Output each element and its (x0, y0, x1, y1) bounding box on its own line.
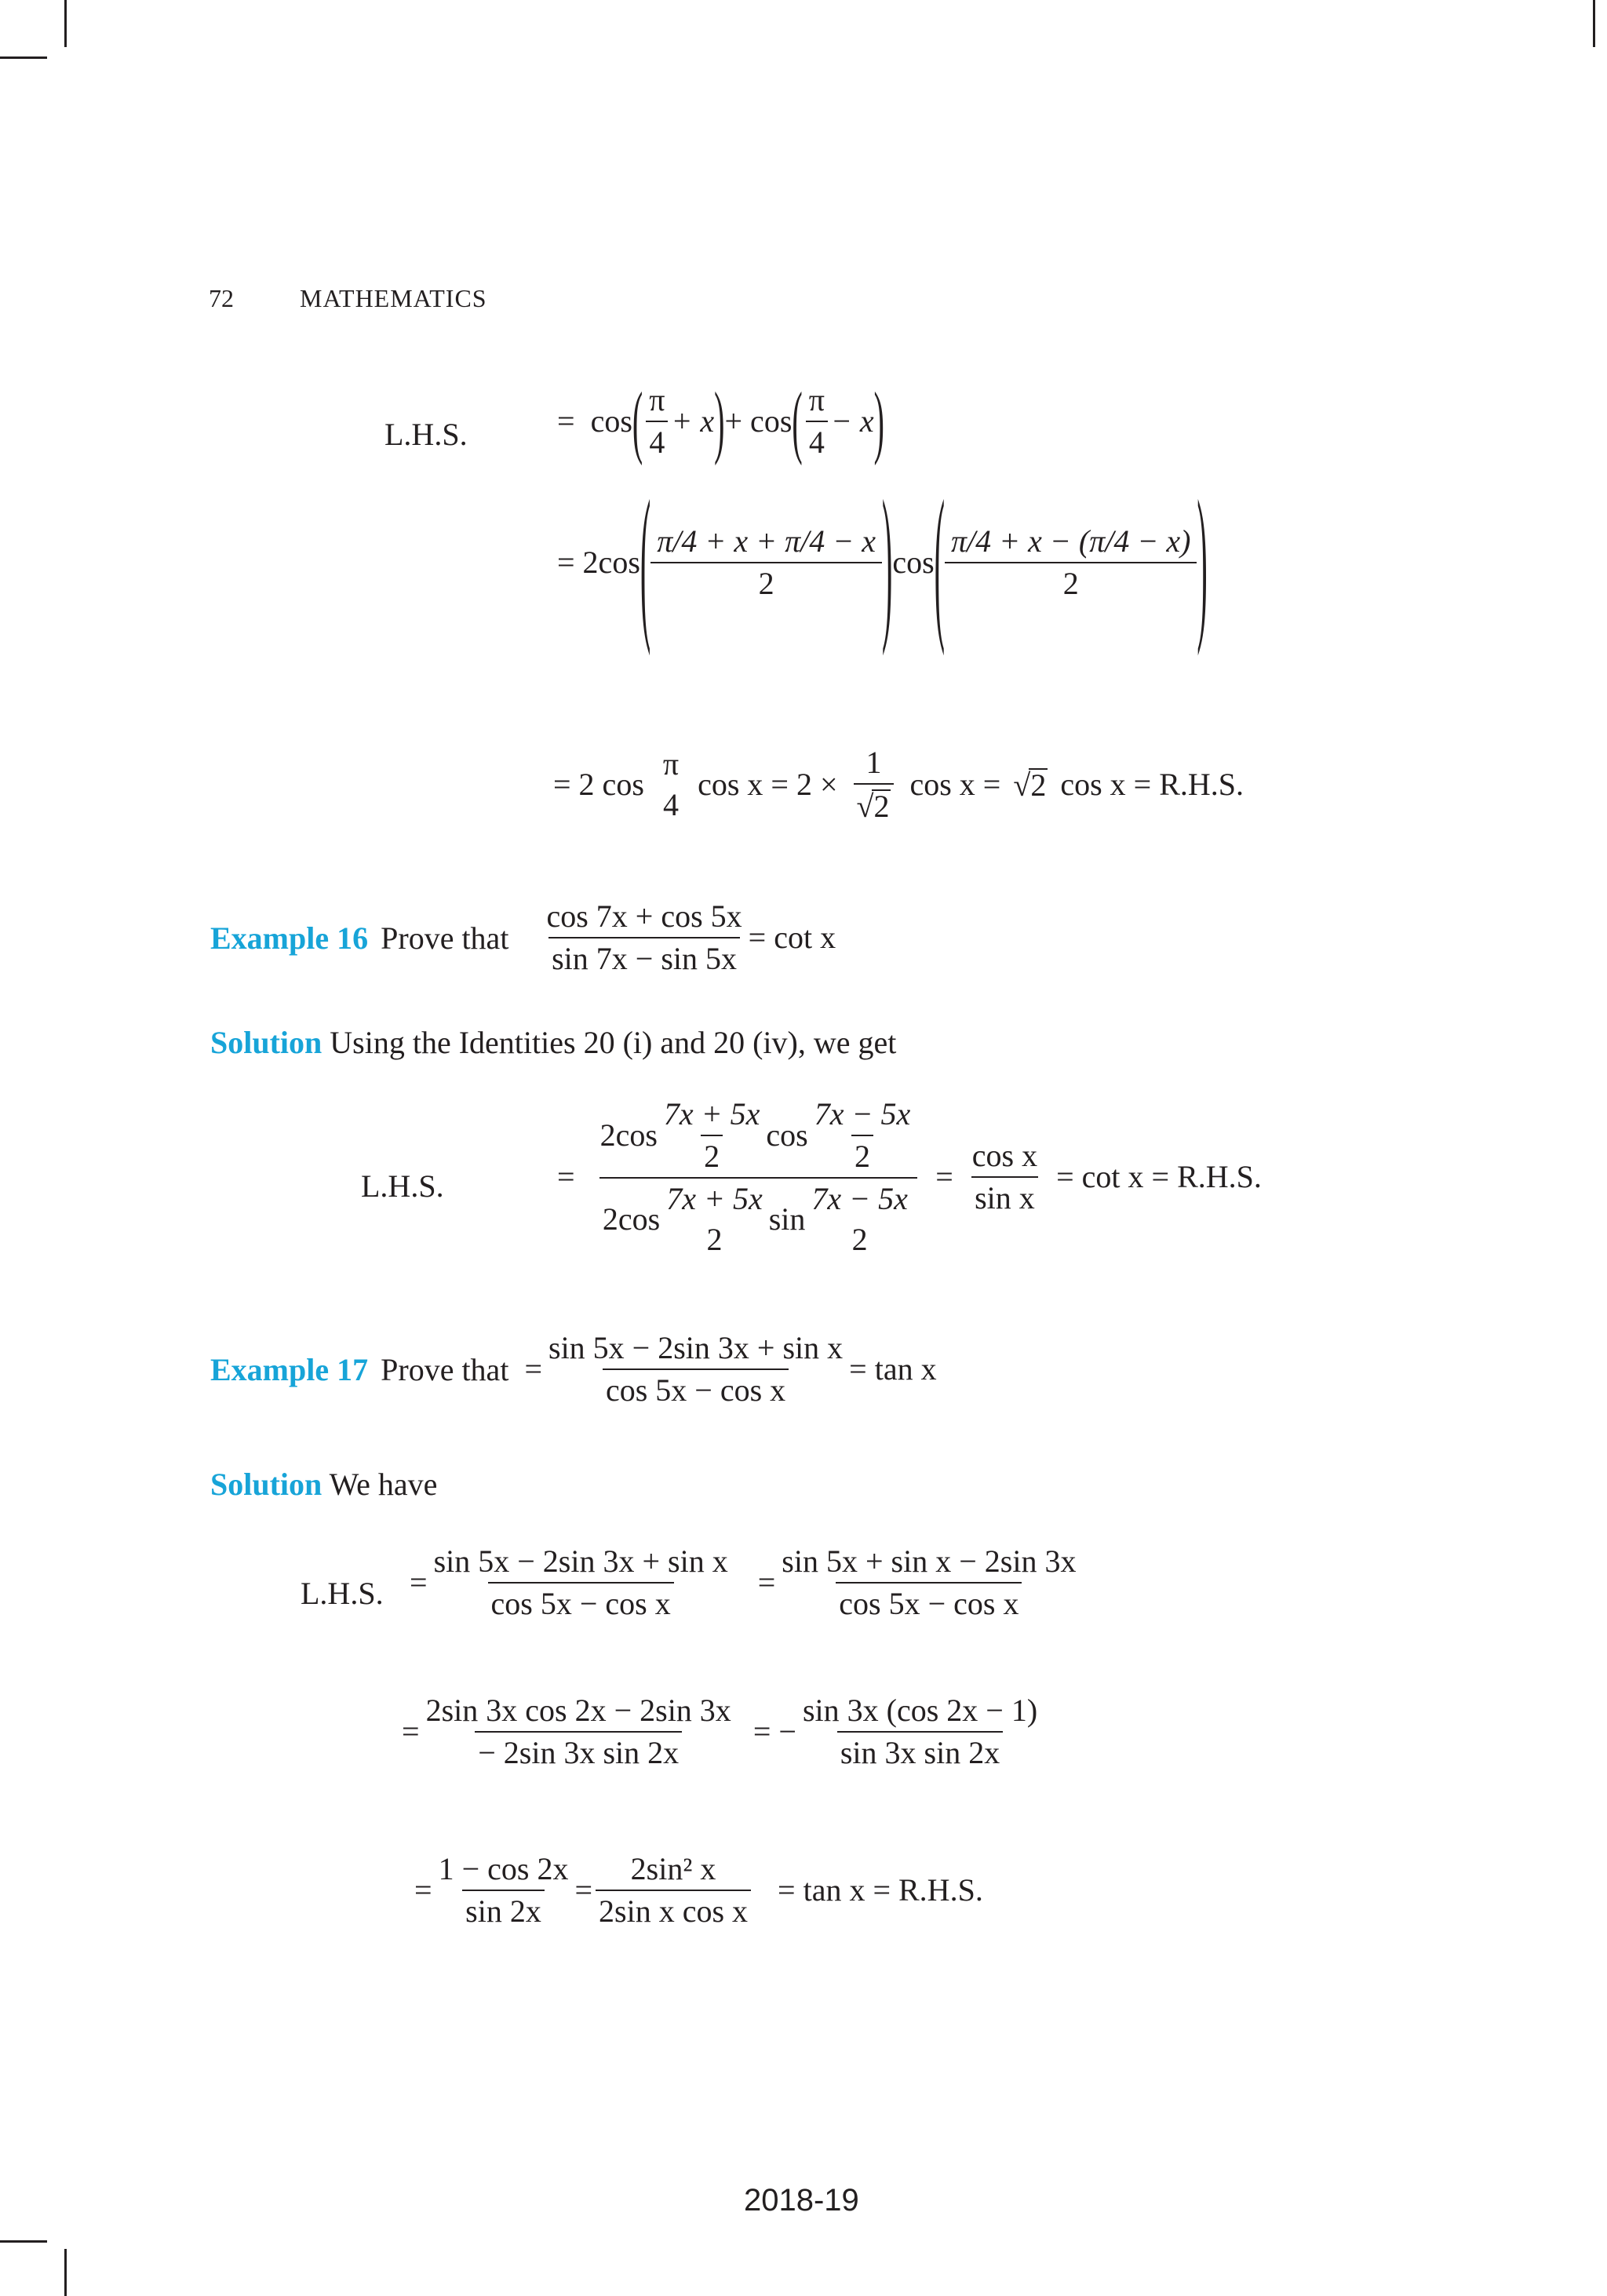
equals: = (524, 1351, 542, 1387)
fraction (661, 1096, 763, 1174)
fraction (646, 384, 668, 458)
coef: 2cos (599, 1117, 658, 1153)
left-paren: ( (632, 374, 643, 467)
equals: = (410, 1565, 428, 1600)
denominator: sin 7x − sin 5x (548, 937, 740, 975)
fraction (423, 1695, 734, 1769)
solution17-step1 (410, 1543, 1082, 1621)
solution16-line (210, 1024, 896, 1061)
fraction (948, 523, 1193, 601)
cos-text: cos (892, 545, 935, 580)
coef: 2cos (602, 1201, 661, 1237)
solution-label: Solution (210, 1025, 322, 1060)
numerator: cos 7x + cos 5x (546, 898, 742, 934)
equals: = (757, 1565, 776, 1600)
lhs-label-2: L.H.S. (361, 1168, 444, 1204)
fraction (435, 1853, 572, 1927)
left-paren: ( (640, 463, 651, 658)
pi: π (662, 746, 680, 782)
fraction (778, 1543, 1079, 1621)
left-paren: ( (792, 374, 803, 467)
pi: π (808, 382, 825, 417)
numerator: 2sin 3x cos 2x − 2sin 3x (425, 1693, 731, 1728)
equals: = (574, 1872, 593, 1908)
right-paren: ) (873, 374, 884, 467)
lhs-label-1: L.H.S. (384, 417, 468, 452)
sqrt-sign: √2 (1013, 767, 1047, 803)
page-number: 72 (209, 284, 234, 312)
example-label: Example 17 (210, 1351, 369, 1387)
prev-line3 (553, 747, 1244, 822)
solution-text: We have (329, 1467, 438, 1502)
right-paren: ) (882, 463, 893, 658)
prev-line1 (557, 374, 884, 467)
denominator: 2 (851, 1222, 868, 1257)
big-num (597, 1096, 920, 1177)
fraction (660, 746, 682, 822)
fraction (663, 1183, 766, 1256)
numerator: sin 5x − 2sin 3x + sin x (548, 1330, 844, 1365)
prev-line2 (557, 463, 1208, 658)
equals: = (935, 1159, 953, 1194)
rhs: = cot x (748, 920, 836, 955)
solution-label: Solution (210, 1467, 322, 1502)
sin-text: sin (768, 1201, 806, 1237)
fraction (800, 1695, 1040, 1769)
crop-mark-bottom-left-h (0, 2240, 47, 2243)
prompt: Prove that (381, 920, 509, 956)
crop-mark-top-left-h (0, 56, 47, 59)
denominator: cos 5x − cos x (488, 1582, 674, 1620)
text-c: cos x = (909, 767, 1001, 802)
denominator: 2 (851, 1135, 873, 1172)
fraction (654, 523, 879, 601)
numerator: π/4 + x − (π/4 − x) (951, 523, 1191, 559)
numerator: 7x − 5x (811, 1181, 908, 1216)
two-cos: = 2cos (557, 545, 640, 580)
fraction (431, 1543, 731, 1621)
denominator: − 2sin 3x sin 2x (475, 1731, 682, 1769)
right-paren: ) (714, 374, 725, 467)
running-title: MATHEMATICS (300, 284, 487, 312)
four: 4 (646, 421, 668, 458)
cos-text: cos (590, 403, 632, 439)
numerator: 7x − 5x (814, 1096, 911, 1132)
plus-x: + x (671, 403, 715, 439)
denominator: sin x (971, 1176, 1038, 1214)
numerator: cos x (971, 1138, 1038, 1173)
equals: = (557, 1159, 575, 1194)
tail: = tan x = R.H.S. (778, 1872, 983, 1908)
denominator: sin 3x sin 2x (837, 1731, 1003, 1769)
numerator: 7x + 5x (666, 1181, 763, 1216)
fraction (806, 384, 828, 458)
numerator: 1 − cos 2x (438, 1851, 569, 1886)
four: 4 (662, 787, 679, 822)
denominator: 2sin x cos x (596, 1890, 751, 1927)
root2-den: √2 (854, 783, 895, 822)
solution-text: Using the Identities 20 (i) and 20 (iv), we get (330, 1025, 897, 1060)
four: 4 (806, 421, 828, 458)
plus-cos: + cos (724, 403, 793, 439)
one: 1 (865, 745, 882, 780)
denominator: cos 5x − cos x (603, 1368, 789, 1406)
left-paren: ( (934, 463, 945, 658)
tail: = cot x = R.H.S. (1056, 1159, 1262, 1194)
denominator: 2 (945, 562, 1197, 600)
solution17-step3 (414, 1853, 983, 1927)
rhs: = tan x (849, 1351, 937, 1387)
numerator: 7x + 5x (663, 1096, 760, 1132)
fraction (808, 1183, 911, 1256)
fraction (854, 747, 895, 822)
denominator: sin 2x (462, 1890, 545, 1927)
denominator: 2 (706, 1222, 723, 1257)
equals: = (557, 403, 575, 439)
crop-mark-top-right-v (1593, 0, 1595, 47)
big-fraction (597, 1096, 920, 1257)
lhs-label-3: L.H.S. (301, 1576, 384, 1611)
solution17-step2 (402, 1695, 1044, 1769)
right-paren: ) (1197, 463, 1208, 658)
example17-line (210, 1332, 937, 1406)
equals: = (414, 1872, 432, 1908)
numerator: 2sin² x (630, 1851, 716, 1886)
numerator: π/4 + x + π/4 − x (657, 523, 876, 559)
big-den (599, 1177, 917, 1256)
text-d: cos x = R.H.S. (1060, 767, 1244, 802)
text-b: cos x = 2 × (698, 767, 838, 802)
cos-text: cos (766, 1117, 808, 1153)
solution17-line (210, 1466, 437, 1503)
example16-line (210, 898, 836, 976)
fraction (545, 1332, 846, 1406)
crop-mark-top-left-v (64, 0, 67, 47)
root2: 2 (1030, 767, 1047, 803)
denominator: 2 (650, 562, 882, 600)
solution16-eq (557, 1096, 1262, 1257)
footer-year: 2018-19 (744, 2183, 859, 2218)
equals: = (402, 1714, 420, 1749)
fraction (811, 1096, 914, 1174)
numerator: sin 5x − 2sin 3x + sin x (433, 1543, 728, 1579)
fraction (543, 898, 745, 976)
pi: π (649, 382, 665, 417)
example-label: Example 16 (210, 920, 369, 956)
denominator: cos 5x − cos x (836, 1582, 1022, 1620)
text-a: = 2 cos (553, 767, 644, 802)
prompt: Prove that (381, 1351, 509, 1387)
fraction (596, 1853, 751, 1927)
numerator: sin 5x + sin x − 2sin 3x (782, 1543, 1077, 1579)
denominator: 2 (701, 1135, 723, 1172)
numerator: sin 3x (cos 2x − 1) (802, 1693, 1038, 1728)
crop-mark-bottom-left-v (64, 2249, 67, 2296)
root2: 2 (873, 789, 890, 824)
fraction (969, 1140, 1040, 1214)
equals-minus: = − (752, 1714, 796, 1749)
minus-x: − x (830, 403, 874, 439)
